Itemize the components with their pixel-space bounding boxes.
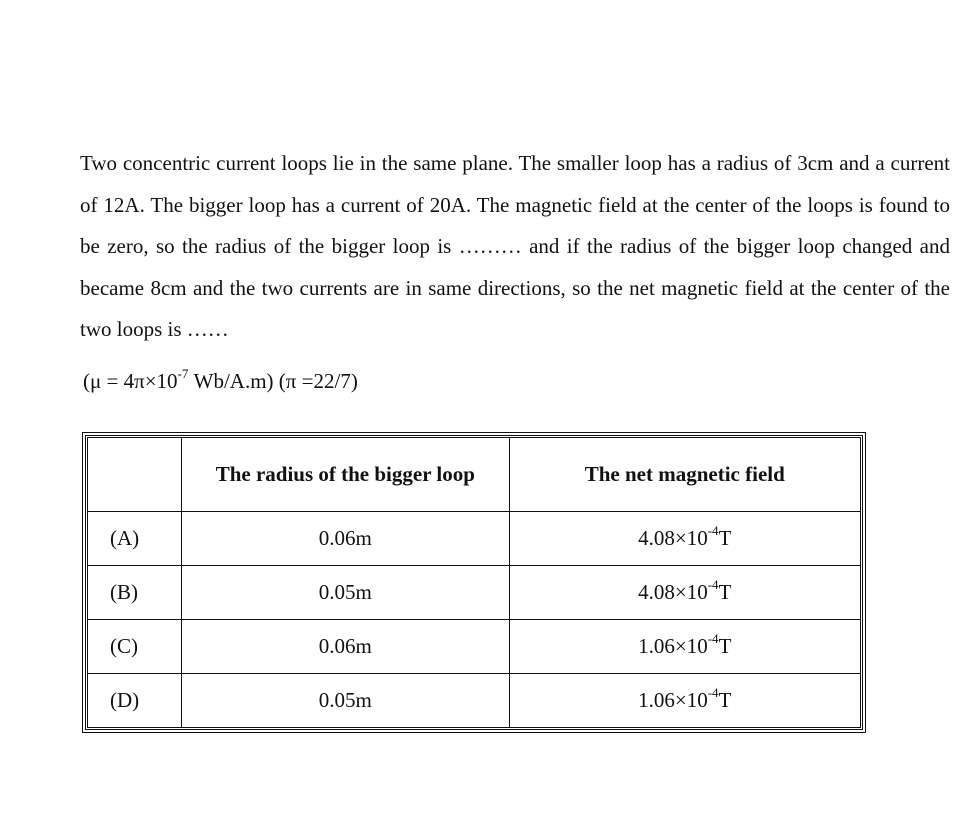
mu-prefix: (μ = 4π×10 — [83, 369, 178, 393]
table-row — [88, 620, 861, 674]
option-label: (C) — [88, 620, 182, 674]
option-radius: 0.05m — [182, 674, 509, 728]
option-label: (B) — [88, 566, 182, 620]
table-row — [88, 674, 861, 728]
option-radius: 0.06m — [182, 512, 509, 566]
mu-exponent: -7 — [177, 366, 189, 381]
option-field: $1.06\times 10^{-4}T$ — [509, 620, 860, 674]
options-table — [87, 437, 861, 728]
mu-suffix: Wb/A.m) (π =22/7) — [188, 369, 358, 393]
options-table-frame — [82, 432, 866, 733]
header-radius: The radius of the bigger loop — [182, 438, 509, 512]
option-field: $4.08\times 10^{-4}T$ — [509, 566, 860, 620]
option-label: (A) — [88, 512, 182, 566]
table-row — [88, 512, 861, 566]
header-field: The net magnetic field — [509, 438, 860, 512]
question-text: Two concentric current loops lie in the same plane. The smaller loop has a radius of 3cm and a current of 12A. The bigger loop has a current of 20A. The magnetic field at the center of the loops is found to be zero, so the radius of the bigger loop is ……… and if the radius of the bigger loop changed and became 8cm and the two currents are in same directions, so the net magnetic field at the center of the two loops is …… — [80, 151, 950, 341]
table-row — [88, 566, 861, 620]
option-field: $4.08\times 10^{-4}T$ — [509, 512, 860, 566]
option-radius: 0.05m — [182, 566, 509, 620]
option-radius: 0.06m — [182, 620, 509, 674]
header-empty — [88, 438, 182, 512]
option-label: (D) — [88, 674, 182, 728]
constants-line — [83, 366, 358, 396]
table-header-row — [88, 438, 861, 512]
option-field: $1.06\times 10^{-4}T$ — [509, 674, 860, 728]
